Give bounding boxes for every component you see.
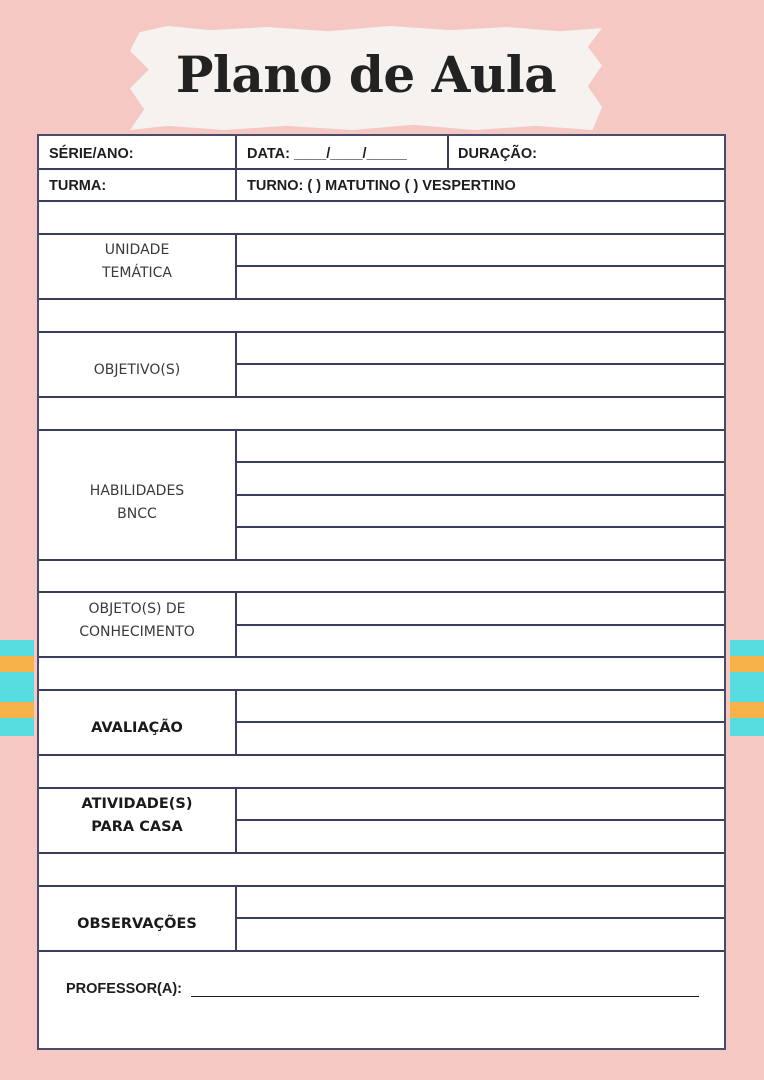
page-title: Plano de Aula — [175, 45, 557, 104]
turma-label: TURMA: — [49, 178, 107, 194]
section-label-unidade-tematica: UNIDADE TEMÁTICA — [102, 242, 172, 281]
section-label-objetivos: OBJETIVO(S) — [93, 362, 181, 378]
section-label-avaliacao: AVALIAÇÃO — [91, 720, 183, 736]
professor-label: PROFESSOR(A): — [66, 981, 182, 997]
professor-signature-line[interactable] — [191, 996, 699, 997]
duracao-label: DURAÇÃO: — [458, 146, 537, 162]
section-label-observacoes: OBSERVAÇÕES — [77, 916, 197, 932]
turno-options[interactable]: TURNO: ( ) MATUTINO ( ) VESPERTINO — [247, 178, 516, 194]
section-label-atividades-casa: ATIVIDADE(S) PARA CASA — [81, 796, 193, 835]
serie-ano-label: SÉRIE/ANO: — [49, 146, 134, 162]
lesson-plan-form — [37, 134, 726, 1050]
section-label-habilidades-bncc: HABILIDADES BNCC — [89, 483, 185, 522]
data-field[interactable]: DATA: ____/____/_____ — [247, 146, 407, 162]
section-label-objetos-conhecimento: OBJETO(S) DE CONHECIMENTO — [79, 601, 195, 640]
